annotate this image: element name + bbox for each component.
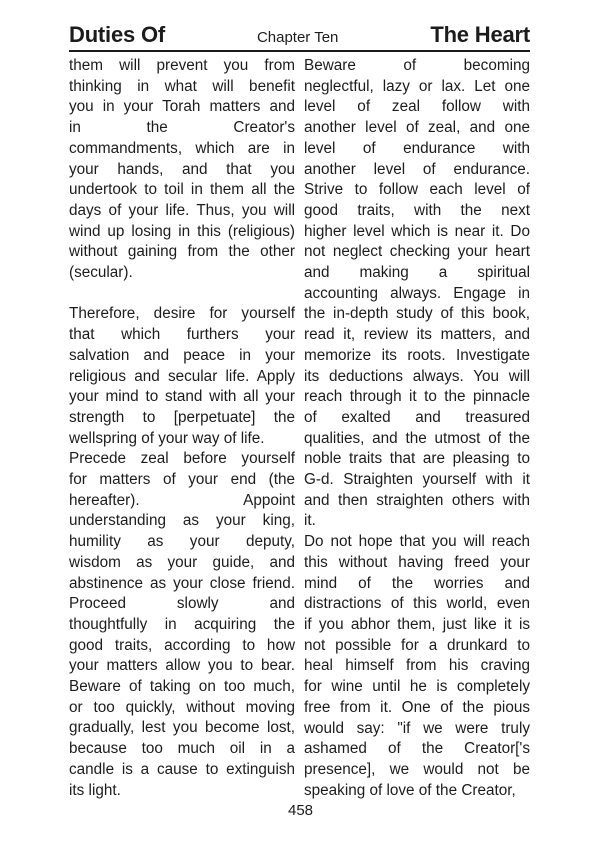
text-line: candle is a cause to extinguish [69,760,295,778]
text-line: not neglect checking your heart [304,243,530,261]
text-line: your hands, and that you [69,160,295,178]
paragraph [69,304,295,449]
text-line: undertook to toil in them all the [69,181,295,199]
text-line: you in your Torah matters and [69,98,295,116]
text-line: thoughtfully in acquiring the [69,615,295,633]
paragraph-gap [69,284,295,305]
text-line: and making a spiritual [304,264,530,282]
book-page [69,24,530,801]
text-line: level of zeal follow with [304,98,530,116]
text-line: neglectful, lazy or lax. Let one [304,77,530,95]
text-line: the in-depth study of this book, [304,305,530,323]
text-line: them will prevent you from [69,57,295,74]
text-line: Beware of becoming [304,57,530,74]
text-line: strength to [perpetuate] the [69,408,295,426]
text-line: another level of endurance. [304,160,530,178]
text-line: or too quickly, without moving [69,698,295,716]
text-line: this without having freed your [304,553,530,571]
text-line: another level of zeal, and one [304,119,530,137]
text-line: and then straighten others with [304,491,530,509]
text-line: would say: "if we were truly [304,719,530,737]
text-line: ashamed of the Creator['s [304,740,530,758]
text-line: heal himself from his craving [304,657,530,675]
text-line: reach through it to the pinnacle [304,388,530,406]
text-line: read it, review its matters, and [304,326,530,344]
text-line: abstinence as your close friend. [69,574,295,592]
page-header [69,24,530,52]
text-line: Proceed slowly and [69,595,295,613]
text-columns [69,56,530,801]
left-text-column [69,56,295,801]
text-line: wellspring of your way of life. [69,429,265,447]
header-right-title: The Heart [430,22,530,47]
text-line: qualities, and the utmost of the [304,429,530,447]
text-line: in the Creator's [69,119,295,137]
text-line: gradually, lest you become lost, [69,719,295,737]
text-line: wind up losing in this (religious) [69,222,295,240]
text-line: higher level which is near it. Do [304,222,530,240]
text-line: if you abhor them, just like it is [304,615,530,633]
text-line: for wine until he is completely [304,678,530,696]
paragraph [304,56,530,532]
text-line: hereafter). Appoint [69,491,295,509]
text-line: for matters of your end (the [69,471,295,489]
text-line: Strive to follow each level of [304,181,530,199]
text-line: humility as your deputy, [69,533,295,551]
text-line: without gaining from the other [69,243,295,261]
text-line: understanding as your king, [69,512,295,530]
header-chapter-label: Chapter Ten [256,29,339,46]
text-line: Therefore, desire for yourself [69,305,295,323]
text-line: speaking of love of the Creator, [304,781,516,799]
text-line: (secular). [69,264,133,282]
header-left-title: Duties Of [69,22,165,47]
text-line: Do not hope that you will reach [304,533,530,551]
text-line: free from it. One of the pious [304,698,530,716]
text-line: G-d. Straighten yourself with it [304,471,530,489]
text-line: religious and secular life. Apply [69,367,295,385]
text-line: not possible for a drunkard to [304,636,530,654]
text-line: good traits, according to how [69,636,295,654]
paragraph [69,449,295,801]
text-line: wisdom as your guide, and [69,553,295,571]
text-line: its deductions always. You will [304,367,530,385]
text-line: good traits, with the next [304,201,530,219]
text-line: salvation and peace in your [69,346,295,364]
text-line: distractions of this world, even [304,595,530,613]
text-line: Precede zeal before yourself [69,450,295,468]
text-line: that which furthers your [69,326,295,344]
text-line: memorize its roots. Investigate [304,346,530,364]
text-line: of exalted and treasured [304,408,530,426]
text-line: your mind to stand with all your [69,388,295,406]
text-line: accounting always. Engage in [304,284,530,302]
text-line: level of endurance with [304,139,530,157]
text-line: thinking in what will benefit [69,77,295,95]
paragraph [304,532,530,801]
text-line: days of your life. Thus, you will [69,201,295,219]
text-line: presence], we would not be [304,760,530,778]
text-line: it. [304,512,316,530]
text-line: commandments, which are in [69,139,295,157]
text-line: because too much oil in a [69,740,295,758]
page-number: 458 [287,802,314,819]
text-line: mind of the worries and [304,574,530,592]
text-line: your matters allow you to bear. [69,657,295,675]
right-text-column [304,56,530,801]
text-line: its light. [69,781,121,799]
paragraph [69,56,295,284]
text-line: Beware of taking on too much, [69,678,295,696]
text-line: noble traits that are pleasing to [304,450,530,468]
